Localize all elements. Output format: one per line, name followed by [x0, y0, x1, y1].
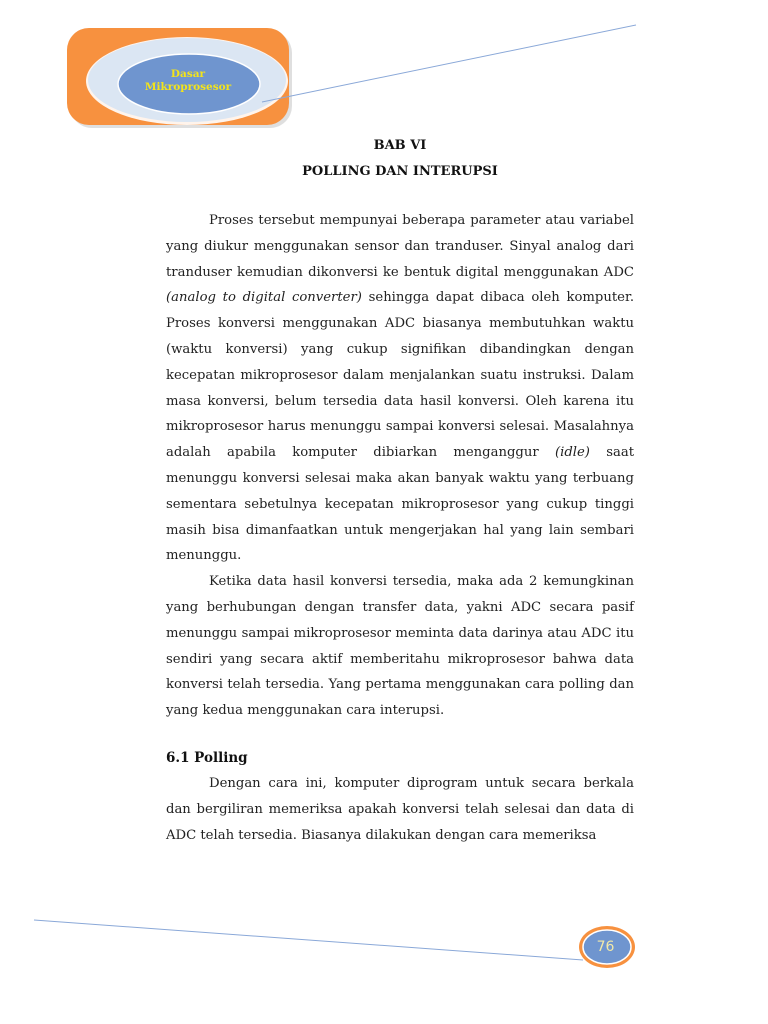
- logo-title: [118, 68, 258, 94]
- paragraph-1: [166, 208, 634, 569]
- chapter-title: POLLING DAN INTERUPSI: [302, 164, 498, 179]
- paragraph-1-italic-1: (analog to digital converter): [166, 290, 362, 306]
- paragraph-1-part-b: sehingga dapat dibaca oleh komputer. Proses konversi menggunakan ADC biasanya membutuhkan waktu (waktu konversi) yang cukup signifikan dibandingkan dengan kecepatan mikroprosesor dalam menjalankan suatu instruksi. Dalam masa konversi, belum tersedia data hasil konversi. Oleh karena itu mikroprosesor harus menunggu sampai konversi selesai. Masalahnya adalah apabila komputer dibiarkan menganggur: [166, 290, 635, 461]
- header-rule: [262, 25, 636, 102]
- body-text: [166, 208, 634, 848]
- section-heading: 6.1 Polling: [166, 749, 248, 766]
- logo-line-1: Dasar: [170, 68, 206, 80]
- paragraph-1-part-c: saat menunggu konversi selesai maka akan banyak waktu yang terbuang sementara sebetulnya kecepatan mikroprosesor yang cukup tinggi masih bisa dimanfaatkan untuk mengerjakan hal yang lain sembari menunggu.: [166, 445, 635, 564]
- paragraph-3: Dengan cara ini, komputer diprogram untuk secara berkala dan bergiliran memeriksa apakah konversi telah selesai dan data di ADC telah tersedia. Biasanya dilakukan dengan cara memeriksa: [166, 775, 634, 843]
- paragraph-2: Ketika data hasil konversi tersedia, maka ada 2 kemungkinan yang berhubungan dengan transfer data, yakni ADC secara pasif menunggu sampai mikroprosesor meminta data darinya atau ADC itu sendiri yang secara aktif memberitahu mikroprosesor bahwa data konversi telah tersedia. Yang pertama menggunakan cara polling dan yang kedua menggunakan cara interupsi.: [166, 574, 634, 719]
- paragraph-1-italic-2: (idle): [554, 445, 590, 461]
- logo-line-2: Mikroprosesor: [144, 81, 232, 93]
- footer-rule: [34, 920, 583, 960]
- page-number: 76: [596, 939, 615, 955]
- chapter-number: BAB VI: [373, 138, 427, 153]
- paragraph-1-part-a: Proses tersebut mempunyai beberapa parameter atau variabel yang diukur menggunakan sensor dan tranduser. Sinyal analog dari tranduser kemudian dikonversi ke bentuk digital menggunakan ADC: [166, 213, 634, 280]
